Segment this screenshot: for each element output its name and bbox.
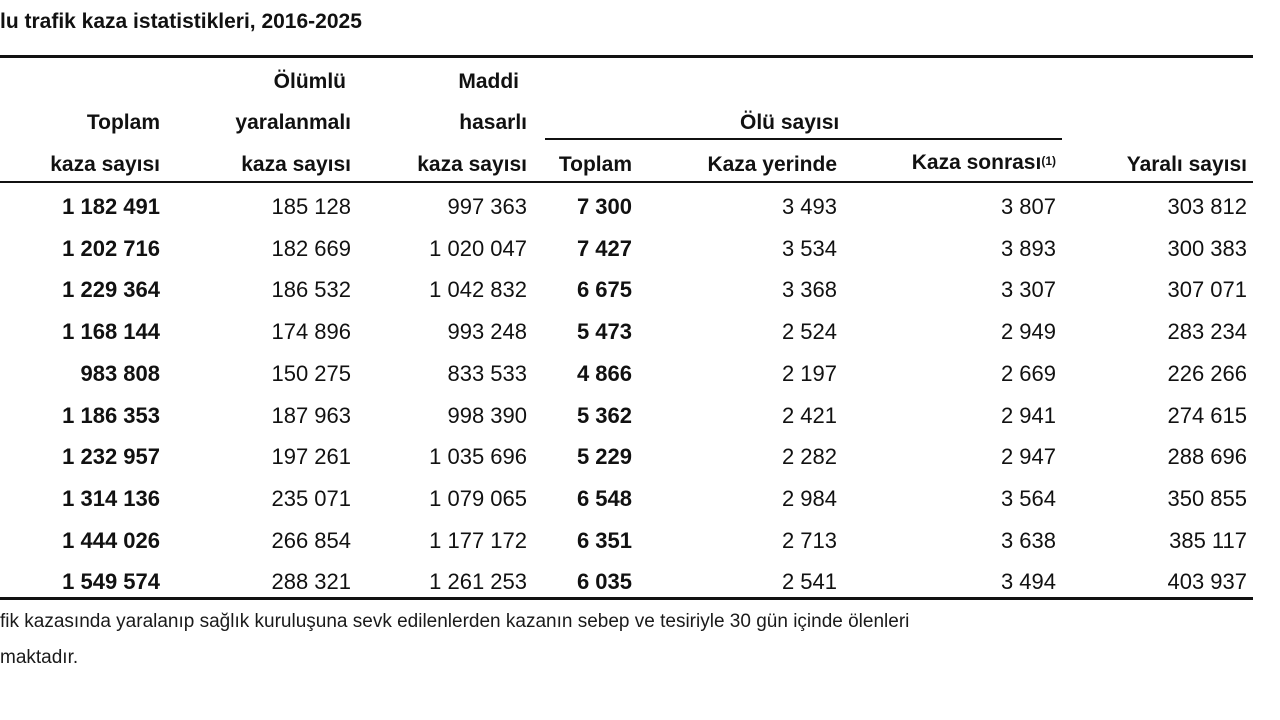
- bottom-rule: [0, 597, 1253, 600]
- cell-total-accidents: 983 808: [80, 361, 160, 386]
- cell-injured-count: 350 855: [1167, 486, 1247, 511]
- cell-fatal-injury-accidents: 150 275: [271, 361, 351, 386]
- cell-total-accidents: 1 182 491: [62, 194, 160, 219]
- header-deaths-total: Toplam: [558, 153, 632, 176]
- cell-deaths-after: 2 941: [1000, 403, 1056, 428]
- cell-deaths-total: 7 300: [576, 194, 632, 219]
- cell-deaths-at-scene: 2 713: [781, 528, 837, 553]
- header-property-damage-line2: hasarlı: [459, 111, 527, 134]
- header-property-damage-line3: kaza sayısı: [417, 153, 527, 176]
- cell-deaths-after: 3 807: [1000, 194, 1056, 219]
- cell-injured-count: 307 071: [1167, 277, 1247, 302]
- cell-fatal-injury-accidents: 235 071: [271, 486, 351, 511]
- cell-property-damage-accidents: 1 177 172: [429, 528, 527, 553]
- cell-deaths-at-scene: 2 197: [781, 361, 837, 386]
- cell-deaths-total: 4 866: [576, 361, 632, 386]
- cell-total-accidents: 1 549 574: [62, 569, 160, 594]
- table-title: lu trafik kaza istatistikleri, 2016-2025: [0, 10, 362, 33]
- cell-property-damage-accidents: 833 533: [447, 361, 527, 386]
- header-total-line1: Toplam: [86, 111, 160, 134]
- header-total-line2: kaza sayısı: [50, 153, 160, 176]
- cell-deaths-after: 3 638: [1000, 528, 1056, 553]
- cell-deaths-total: 5 362: [576, 403, 632, 428]
- cell-fatal-injury-accidents: 182 669: [271, 236, 351, 261]
- cell-deaths-total: 6 035: [576, 569, 632, 594]
- cell-deaths-total: 6 548: [576, 486, 632, 511]
- cell-deaths-at-scene: 2 524: [781, 319, 837, 344]
- cell-deaths-after: 3 893: [1000, 236, 1056, 261]
- top-rule: [0, 55, 1253, 58]
- cell-deaths-after: 3 494: [1000, 569, 1056, 594]
- cell-deaths-at-scene: 2 282: [781, 444, 837, 469]
- header-fatal-injury-line3: kaza sayısı: [241, 153, 351, 176]
- cell-property-damage-accidents: 1 079 065: [429, 486, 527, 511]
- cell-deaths-total: 5 229: [576, 444, 632, 469]
- cell-injured-count: 288 696: [1167, 444, 1247, 469]
- cell-fatal-injury-accidents: 197 261: [271, 444, 351, 469]
- cell-property-damage-accidents: 993 248: [447, 319, 527, 344]
- cell-property-damage-accidents: 1 020 047: [429, 236, 527, 261]
- header-fatal-injury-line1: Ölümlü: [273, 70, 346, 93]
- cell-injured-count: 300 383: [1167, 236, 1247, 261]
- cell-deaths-total: 6 675: [576, 277, 632, 302]
- cell-injured-count: 283 234: [1167, 319, 1247, 344]
- cell-deaths-after: 2 949: [1000, 319, 1056, 344]
- cell-injured-count: 385 117: [1169, 528, 1247, 553]
- cell-deaths-at-scene: 2 421: [781, 403, 837, 428]
- cell-fatal-injury-accidents: 187 963: [271, 403, 351, 428]
- cell-fatal-injury-accidents: 266 854: [271, 528, 351, 553]
- cell-property-damage-accidents: 1 035 696: [429, 444, 527, 469]
- cell-injured-count: 403 937: [1167, 569, 1247, 594]
- cell-deaths-total: 6 351: [576, 528, 632, 553]
- header-deaths-after-label: Kaza sonrası: [911, 151, 1042, 174]
- cell-fatal-injury-accidents: 186 532: [271, 277, 351, 302]
- cell-property-damage-accidents: 1 042 832: [429, 277, 527, 302]
- footnote-marker: (1): [1041, 154, 1056, 168]
- cell-injured-count: 303 812: [1167, 194, 1247, 219]
- cell-fatal-injury-accidents: 174 896: [271, 319, 351, 344]
- cell-fatal-injury-accidents: 288 321: [271, 569, 351, 594]
- cell-injured-count: 274 615: [1167, 403, 1247, 428]
- cell-total-accidents: 1 168 144: [62, 319, 160, 344]
- footnote-line1: fik kazasında yaralanıp sağlık kuruluşuna sevk edilenlerden kazanın sebep ve tesiriyle 30 gün içinde ölenleri: [0, 611, 910, 632]
- cell-total-accidents: 1 232 957: [62, 444, 160, 469]
- cell-total-accidents: 1 229 364: [62, 277, 160, 302]
- cell-injured-count: 226 266: [1167, 361, 1247, 386]
- cell-property-damage-accidents: 1 261 253: [429, 569, 527, 594]
- cell-deaths-total: 7 427: [576, 236, 632, 261]
- cell-deaths-at-scene: 3 534: [781, 236, 837, 261]
- cell-deaths-total: 5 473: [576, 319, 632, 344]
- cell-deaths-at-scene: 3 493: [781, 194, 837, 219]
- cell-total-accidents: 1 314 136: [62, 486, 160, 511]
- footnote-line2: maktadır.: [0, 647, 79, 668]
- header-fatal-injury-line2: yaralanmalı: [235, 111, 351, 134]
- header-injured: Yaralı sayısı: [1126, 153, 1247, 176]
- header-deaths-at-scene: Kaza yerinde: [707, 153, 837, 176]
- cell-deaths-at-scene: 2 984: [781, 486, 837, 511]
- cell-deaths-after: 3 564: [1000, 486, 1056, 511]
- cell-property-damage-accidents: 998 390: [447, 403, 527, 428]
- cell-property-damage-accidents: 997 363: [447, 194, 527, 219]
- cell-deaths-after: 3 307: [1000, 277, 1056, 302]
- cell-total-accidents: 1 444 026: [62, 528, 160, 553]
- header-rule: [0, 181, 1253, 183]
- header-property-damage-line1: Maddi: [458, 70, 519, 93]
- cell-total-accidents: 1 202 716: [62, 236, 160, 261]
- cell-deaths-at-scene: 3 368: [781, 277, 837, 302]
- header-deaths-group: Ölü sayısı: [740, 111, 840, 134]
- deaths-group-rule: [545, 138, 1062, 140]
- cell-deaths-after: 2 947: [1000, 444, 1056, 469]
- header-deaths-after: [912, 151, 1056, 175]
- cell-deaths-after: 2 669: [1000, 361, 1056, 386]
- cell-deaths-at-scene: 2 541: [781, 569, 837, 594]
- cell-fatal-injury-accidents: 185 128: [271, 194, 351, 219]
- cell-total-accidents: 1 186 353: [62, 403, 160, 428]
